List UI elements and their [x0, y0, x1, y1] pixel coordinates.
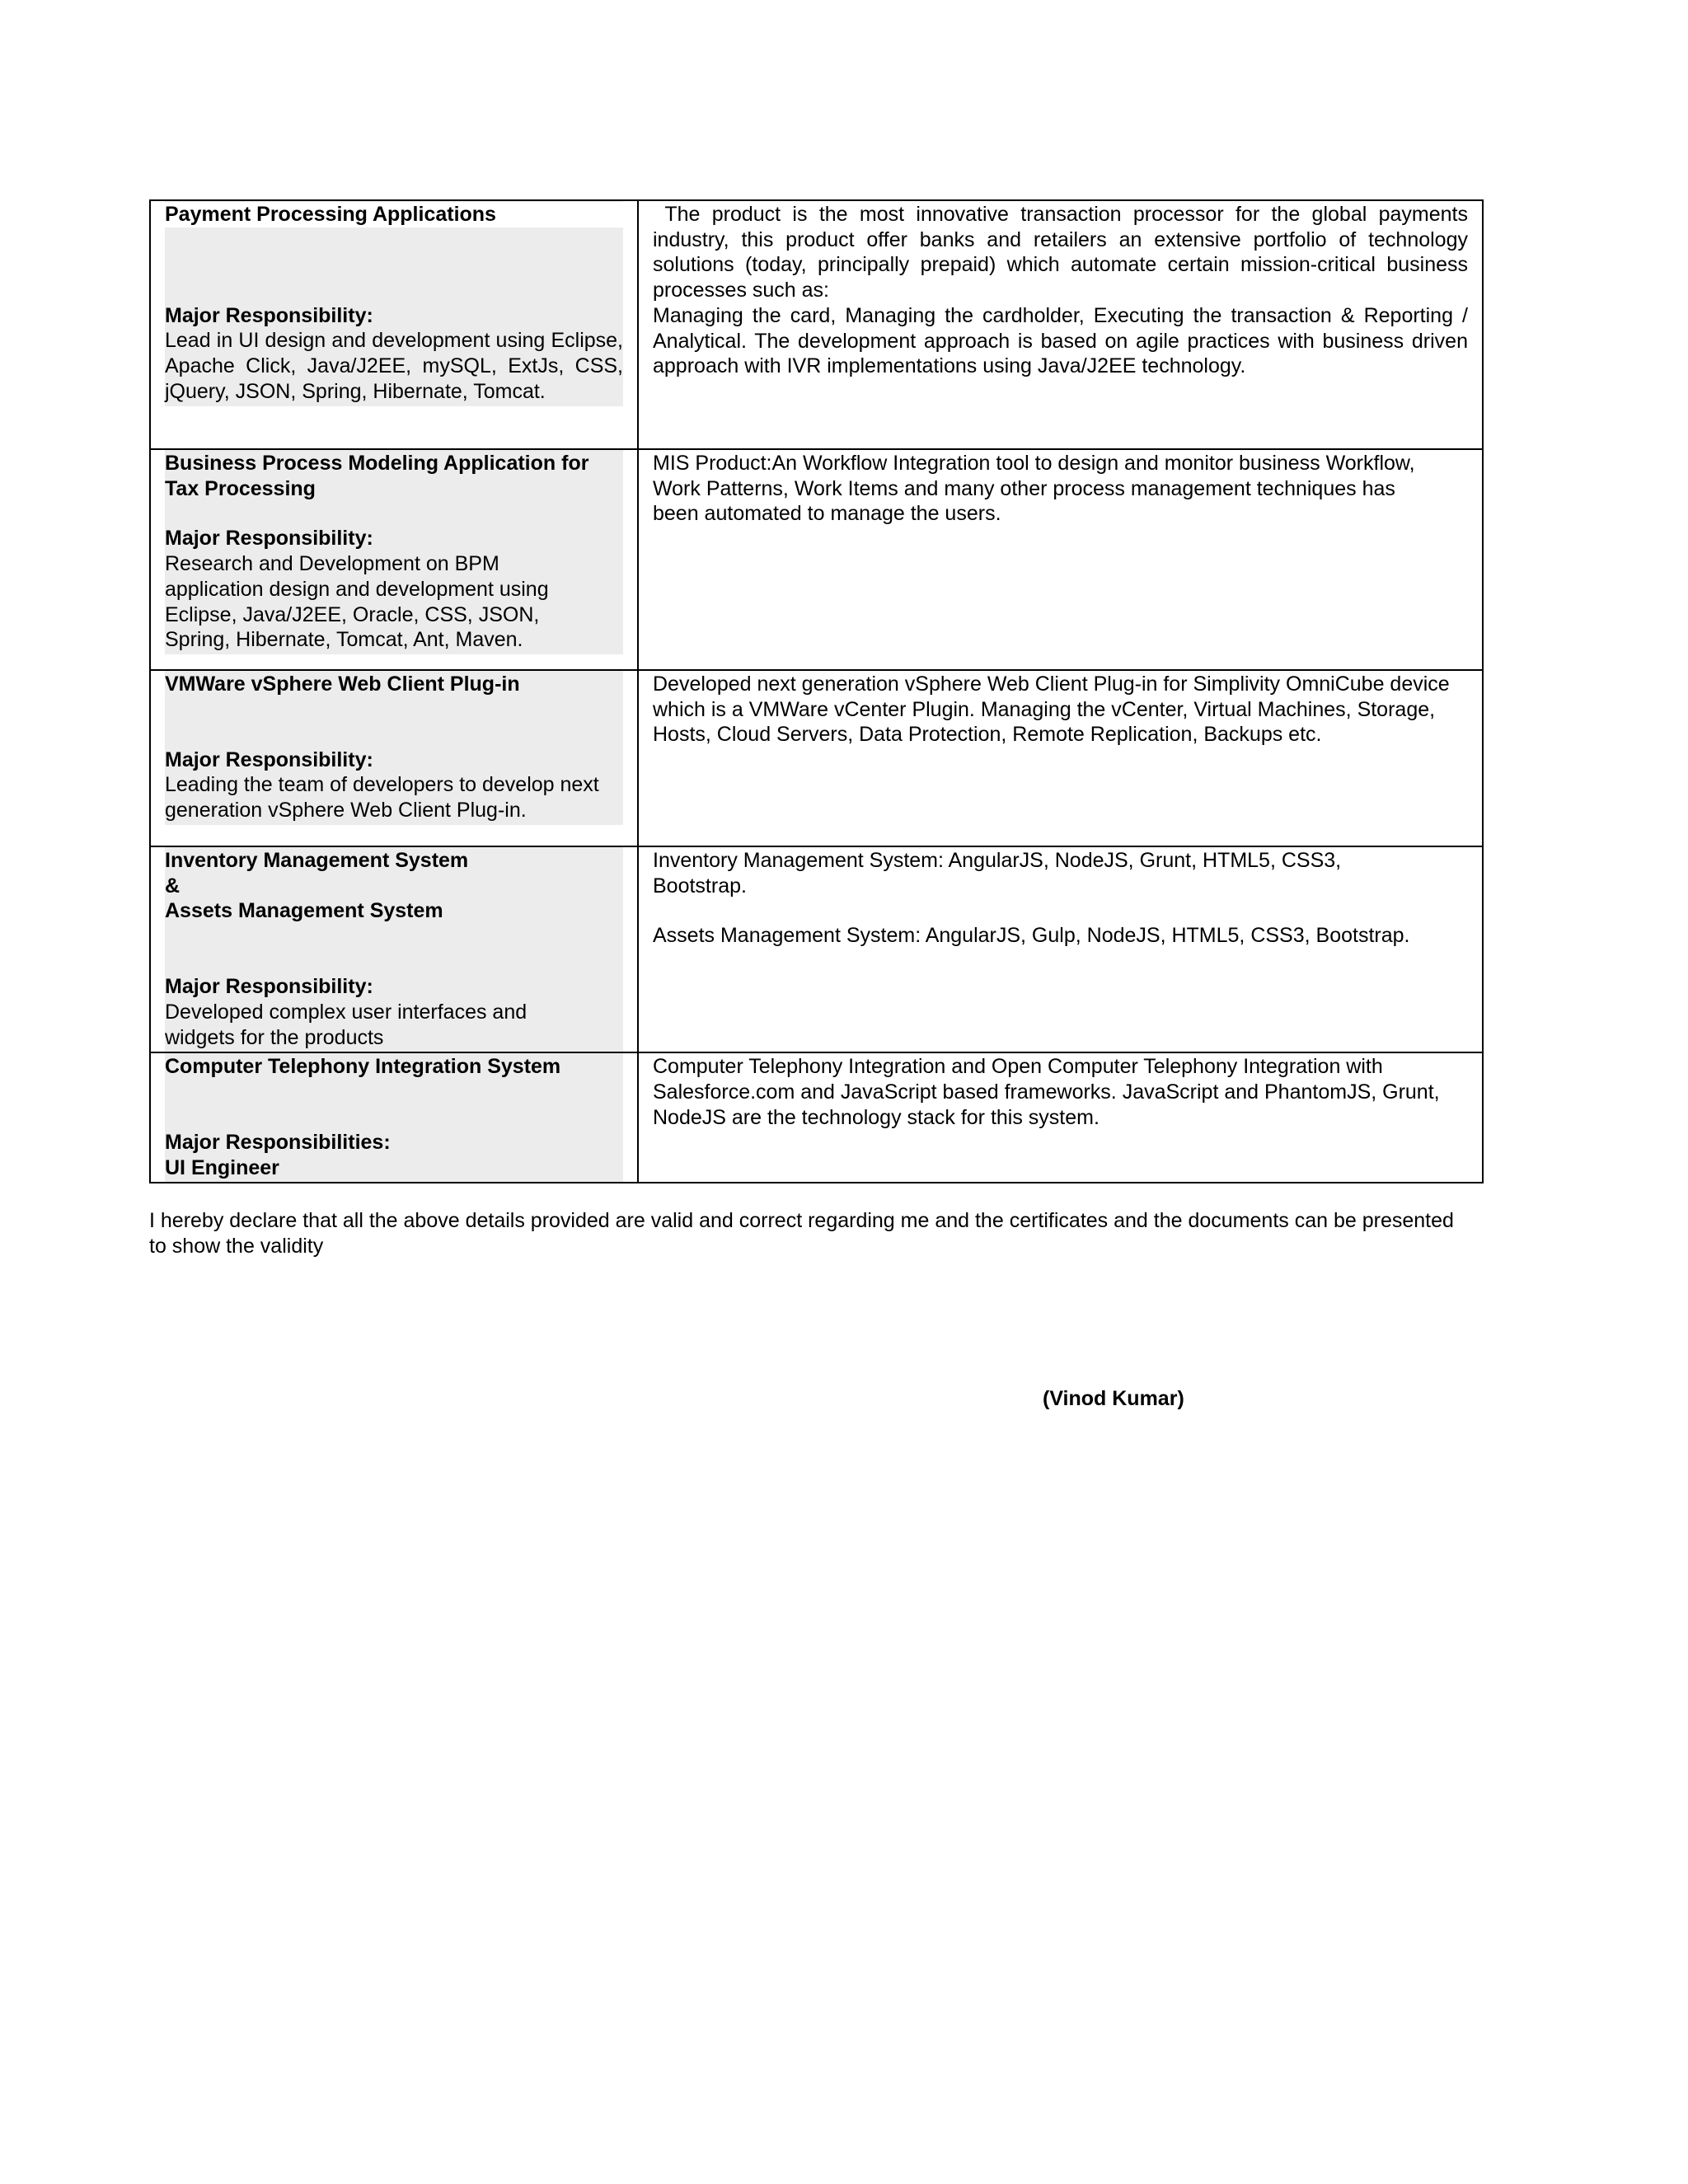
responsibility-text: Research and Development on BPM application design and development using Eclipse, Java/J2EE, Oracle, CSS, JSON, Spring, Hibernate, Tomcat, Ant, Maven. [165, 552, 549, 652]
project-summary-cell [150, 1052, 638, 1183]
responsibility-label: Major Responsibility: [165, 975, 373, 999]
declaration-text: I hereby declare that all the above details provided are valid and correct regarding me and the certificates and the documents can be presented to show the validity [149, 1209, 1454, 1258]
project-description-cell [638, 1052, 1483, 1183]
signature-name: (Vinod Kumar) [1043, 1387, 1184, 1410]
project-summary-cell [150, 200, 638, 449]
responsibility-label: Major Responsibility: [165, 303, 373, 327]
project-description-cell [638, 449, 1483, 670]
responsibility-label: Major Responsibilities: [165, 1130, 391, 1154]
projects-table [149, 199, 1484, 1183]
project-summary-cell [150, 670, 638, 846]
table-row [150, 449, 1483, 670]
project-description-cell [638, 670, 1483, 846]
project-title: Computer Telephony Integration System [165, 1055, 561, 1079]
project-title: Inventory Management System [165, 849, 469, 872]
responsibility-text: Leading the team of developers to develop next generation vSphere Web Client Plug-in. [165, 773, 599, 823]
project-title-ampersand: & [165, 874, 181, 898]
project-description: Computer Telephony Integration and Open Computer Telephony Integration with Salesforce.com and JavaScript based frameworks. JavaScript and PhantomJS, Grunt, NodeJS are the technology stack for this system. [653, 1055, 1440, 1129]
responsibility-label: Major Responsibility: [165, 748, 373, 771]
table-row [150, 1052, 1483, 1183]
project-description: Developed next generation vSphere Web Client Plug-in for Simplivity OmniCube device which is a VMWare vCenter Plugin. Managing the vCenter, Virtual Machines, Storage, Hosts, Cloud Servers, Data Protection, Remote Replication, Backups etc. [653, 673, 1450, 747]
table-row [150, 670, 1483, 846]
responsibility-text: Developed complex user interfaces and widgets for the products [165, 1000, 528, 1049]
responsibility-text: UI Engineer [165, 1155, 279, 1179]
project-description-cell [638, 200, 1483, 449]
project-description-continued: Managing the card, Managing the cardholder, Executing the transaction & Reporting / Analytical. The development approach is based on agile practices with business driven approach with IVR implementations using Java/J2EE technology. [653, 303, 1468, 378]
project-summary-cell [150, 449, 638, 670]
project-description-cell [638, 846, 1483, 1052]
project-title: VMWare vSphere Web Client Plug-in [165, 673, 520, 696]
project-description-continued: Assets Management System: AngularJS, Gulp, NodeJS, HTML5, CSS3, Bootstrap. [653, 924, 1410, 948]
project-title: Business Process Modeling Application for Tax Processing [165, 452, 589, 500]
project-description: Inventory Management System: AngularJS, NodeJS, Grunt, HTML5, CSS3, Bootstrap. [653, 849, 1342, 898]
project-description: The product is the most innovative transaction processor for the global payments industry, this product offer banks and retailers an extensive portfolio of technology solutions (today, principally prepaid) which automate certain mission-critical business processes such as: [653, 203, 1474, 302]
table-row [150, 846, 1483, 1052]
project-description: MIS Product:An Workflow Integration tool to design and monitor business Workflow, Work Patterns, Work Items and many other process management techniques has been automated to manage the users. [653, 452, 1415, 526]
table-row [150, 200, 1483, 449]
project-summary-cell [150, 846, 638, 1052]
project-title-second: Assets Management System [165, 899, 443, 923]
project-title: Payment Processing Applications [165, 202, 623, 227]
responsibility-label: Major Responsibility: [165, 527, 373, 551]
responsibility-text: Lead in UI design and development using Eclipse, Apache Click, Java/J2EE, mySQL, ExtJs, CSS, jQuery, JSON, Spring, Hibernate, Tomcat. [165, 329, 623, 403]
